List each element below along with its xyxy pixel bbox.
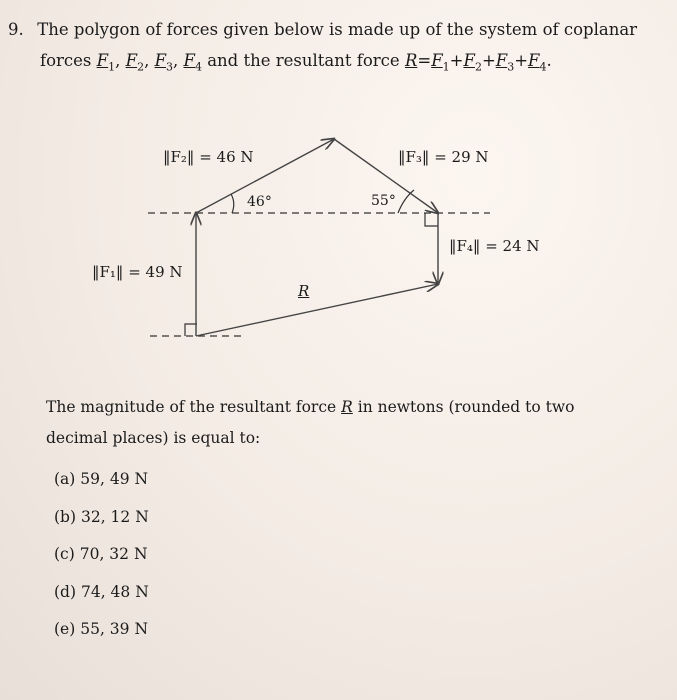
resultant-symbol: R bbox=[341, 398, 353, 416]
question-text: The magnitude of the resultant force R in newtons (rounded to two decimal places) is equal to: bbox=[46, 398, 575, 447]
right-angle-mark-top bbox=[425, 213, 438, 226]
forces-word: forces bbox=[40, 51, 92, 70]
option-b[interactable]: (b) 32, 12 N bbox=[54, 507, 149, 526]
problem-text-line-1: The polygon of forces given below is made up of the system of coplanar bbox=[37, 20, 638, 39]
angle-46-label: 46° bbox=[247, 194, 272, 210]
force-f4-symbol: F bbox=[183, 51, 195, 70]
f4-magnitude-label: ‖F₄‖ = 24 N bbox=[449, 237, 540, 255]
option-d[interactable]: (d) 74, 48 N bbox=[54, 582, 149, 601]
answer-options bbox=[54, 466, 149, 654]
f1-magnitude-label: ‖F₁‖ = 49 N bbox=[92, 263, 183, 281]
resultant-vector bbox=[196, 284, 438, 336]
resultant-text: and the resultant force bbox=[207, 51, 400, 70]
problem-line-2: forces $F_1$, $F_2$, $F_3$, $F_4$ and the resultant force $R=F_1+F_2+F_3+F_4$. bbox=[40, 51, 552, 74]
force-f1-symbol: F bbox=[96, 51, 109, 70]
option-c[interactable]: (c) 70, 32 N bbox=[54, 545, 148, 563]
option-e[interactable]: (e) 55, 39 N bbox=[54, 620, 149, 638]
f2-magnitude-label: ‖F₂‖ = 46 N bbox=[163, 148, 254, 166]
f3-magnitude-label: ‖F₃‖ = 29 N bbox=[398, 148, 489, 166]
option-a[interactable]: (a) 59, 49 N bbox=[54, 470, 149, 488]
right-angle-mark-bottom bbox=[185, 324, 197, 336]
angle-55-label: 55° bbox=[371, 193, 396, 209]
force-f3-symbol: F bbox=[154, 51, 167, 70]
resultant-equation: $R=F_1+F_2+F_3+F_4$. bbox=[404, 51, 552, 74]
problem-number: 9. bbox=[8, 20, 24, 39]
force-f2-symbol: F bbox=[125, 51, 138, 70]
angle-arc-46 bbox=[231, 194, 234, 213]
resultant-label: R bbox=[298, 282, 310, 300]
